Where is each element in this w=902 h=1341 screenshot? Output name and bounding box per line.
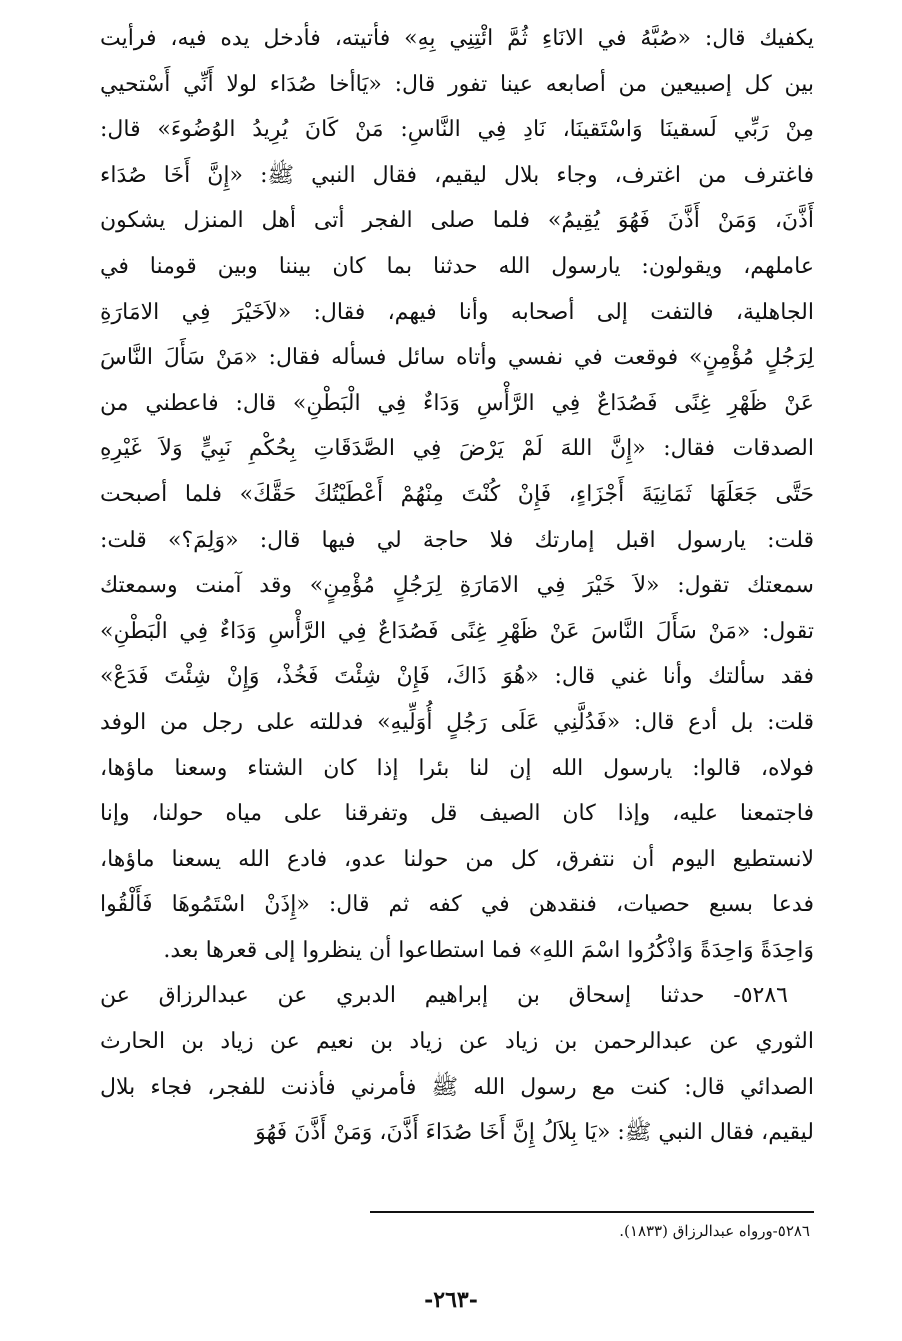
text-line: وَاحِدَةً وَاحِدَةً وَاذْكُرُوا اسْمَ اللهِ» فما استطاعوا أن ينظروا إلى قعرها بعد. xyxy=(163,937,814,963)
text-line: قلت: يارسول اقبل إمارتك فلا حاجة لي فيها قال: «وَلِمَ؟» قلت: xyxy=(100,527,814,553)
text-line: لانستطيع اليوم أن نتفرق، كل من حولنا عدو، فادع الله يسعنا ماؤها، xyxy=(100,846,814,872)
text-line: عَنْ ظَهْرِ غِنًى فَصُدَاعٌ فِي الرَّأْسِ وَدَاءٌ فِي الْبَطْنِ» قال: فاعطني من xyxy=(100,390,814,416)
text-line: قلت: بل أدع قال: «فَدُلَّنِي عَلَى رَجُلٍ أُوَلِّيهِ» فدللته على رجل من الوفد xyxy=(100,709,814,735)
text-line: يكفيك قال: «صُبَّهُ في الانَاءِ ثُمَّ ائْتِنِي بِهِ» فأتيته، فأدخل يده فيه، فرأيت xyxy=(100,26,814,51)
text-line: الثوري عن عبدالرحمن بن زياد عن زياد بن نعيم عن زياد بن الحارث xyxy=(100,1029,814,1055)
text-line: عاملهم، ويقولون: يارسول الله حدثنا بما كان بيننا وبين قومنا في xyxy=(100,253,814,279)
body-text xyxy=(100,16,814,1156)
text-line: بين كل إصبيعين من أصابعه عينا تفور قال: «يَاأخا صُدَاء لولا أَنِّي أَسْتحيي xyxy=(100,71,814,97)
footnote: ٥٢٨٦-ورواه عبدالرزاق (١٨٣٣). xyxy=(619,1222,810,1240)
text-line: الصدقات فقال: «إِنَّ اللهَ لَمْ يَرْضَ فِي الصَّدَقَاتِ بِحُكْمِ نَبِيٍّ وَلاَ غَيْرِهِ xyxy=(100,436,814,462)
text-line: فولاه، قالوا: يارسول الله إن لنا بئرا إذا كان الشتاء وسعنا ماؤها، xyxy=(100,755,814,781)
text-line: ٥٢٨٦- حدثنا إسحاق بن إبراهيم الدبري عن عبدالرزاق عن xyxy=(100,983,788,1009)
text-line: سمعتك تقول: «لاَ خَيْرَ فِي الامَارَةِ لِرَجُلٍ مُؤْمِنٍ» وقد آمنت وسمعتك xyxy=(100,573,814,599)
text-line: لِرَجُلٍ مُؤْمِنٍ» فوقعت في نفسي وأتاه سائل فسأله فقال: «مَنْ سَأَلَ النَّاسَ xyxy=(100,345,814,371)
text-line: فدعا بسبع حصيات، فنقدهن في كفه ثم قال: «إِذَنْ اسْتَمُوهَا فَأَلْقُوا xyxy=(100,892,814,918)
text-line: أَذَّنَ، وَمَنْ أَذَّنَ فَهُوَ يُقِيمُ» فلما صلى الفجر أتى أهل المنزل يشكون xyxy=(100,208,814,234)
text-line: فاغترف من اغترف، وجاء بلال ليقيم، فقال النبي ﷺ: «إِنَّ أَخَا صُدَاء xyxy=(100,162,814,188)
page-number: -٢٦٣- xyxy=(424,1287,478,1313)
text-line: ليقيم، فقال النبي ﷺ: «يَا بِلاَلُ إِنَّ أَخَا صُدَاءَ أَذَّنَ، وَمَنْ أَذَّنَ فَهُوَ xyxy=(255,1120,814,1146)
text-line: الصدائي قال: كنت مع رسول الله ﷺ فأمرني فأذنت للفجر، فجاء بلال xyxy=(100,1074,814,1100)
text-line: مِنْ رَبِّي لَسقينَا وَاسْتَقينَا، نَادِ فِي النَّاسِ: مَنْ كَانَ يُرِيدُ الوُضُوءَ» قال: xyxy=(100,117,814,143)
text-line: فقد سألتك وأنا غني قال: «هُوَ ذَاكَ، فَإِنْ شِئْتَ فَخُذْ، وَإِنْ شِئْتَ فَدَعْ» xyxy=(100,664,814,690)
footnote-separator xyxy=(370,1211,814,1213)
text-line: تقول: «مَنْ سَأَلَ النَّاسَ عَنْ ظَهْرِ غِنًى فَصُدَاعٌ فِي الرَّأْسِ وَدَاءٌ فِي الْبَطْنِ» xyxy=(100,618,814,644)
text-line: فاجتمعنا عليه، وإذا كان الصيف قل وتفرقنا على مياه حولنا، وإنا xyxy=(100,801,814,827)
text-line: الجاهلية، فالتفت إلى أصحابه وأنا فيهم، فقال: «لاَخَيْرَ فِي الامَارَةِ xyxy=(100,299,814,325)
text-line: حَتَّى جَعَلَهَا ثَمَانِيَةَ أَجْزَاءٍ، فَإِنْ كُنْتَ مِنْهُمْ أَعْطَيْتُكَ حَقَّكَ» فلما أصبحت xyxy=(100,481,814,507)
